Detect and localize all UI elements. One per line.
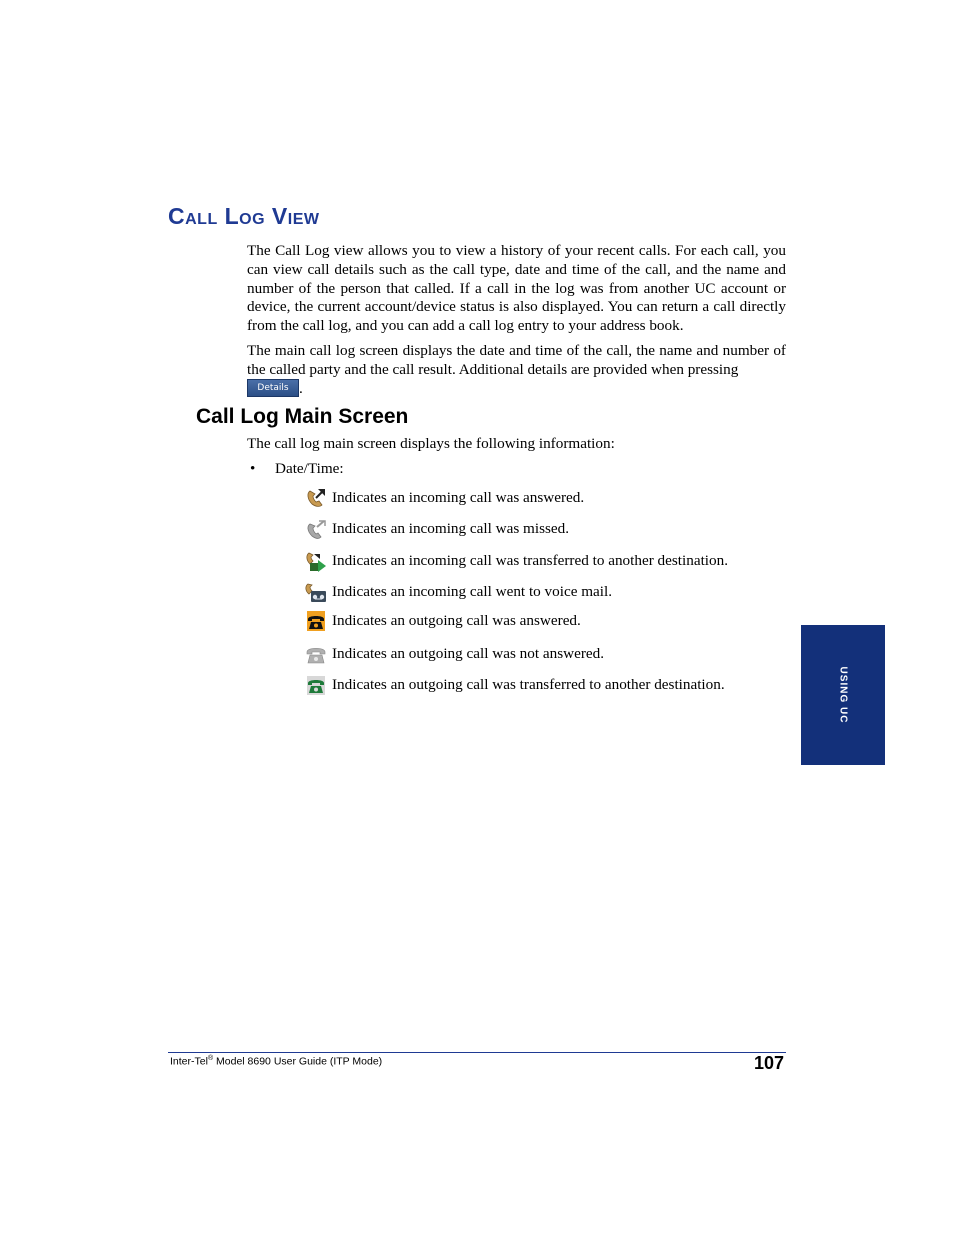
subsection-intro: The call log main screen displays the following information:	[247, 435, 615, 452]
registered-mark: ®	[207, 1055, 214, 1062]
bullet-dot: •	[250, 460, 256, 477]
outgoing-not-answered-icon	[304, 643, 328, 665]
legend-item	[304, 581, 612, 603]
footer-brand: Inter-Tel	[170, 1055, 208, 1068]
legend-text: Indicates an outgoing call was answered.	[332, 612, 581, 629]
main-screen-paragraph	[247, 342, 786, 398]
legend-text: Indicates an outgoing call was not answered.	[332, 645, 605, 662]
legend-text: Indicates an incoming call was answered.	[332, 489, 585, 506]
legend-text: Indicates an incoming call was missed.	[332, 520, 570, 537]
side-tab-label: USING UC	[837, 666, 849, 724]
legend-text: Indicates an incoming call went to voice mail.	[332, 583, 613, 600]
legend-item	[304, 550, 728, 572]
bullet-date-time	[250, 460, 344, 478]
bullet-label: Date/Time:	[275, 460, 344, 477]
footer-rule	[168, 1052, 786, 1053]
incoming-transferred-icon	[304, 550, 328, 572]
outgoing-transferred-icon	[304, 674, 328, 696]
incoming-answered-icon	[304, 487, 328, 509]
section-title: Call Log View	[168, 203, 320, 229]
incoming-missed-icon	[304, 518, 328, 540]
legend-item	[304, 674, 725, 696]
details-button[interactable]: Details	[247, 379, 299, 397]
footer-guide-title	[170, 1055, 382, 1068]
footer-guide: Model 8690 User Guide (ITP Mode)	[213, 1055, 383, 1068]
legend-item	[304, 643, 604, 665]
incoming-voicemail-icon	[304, 581, 328, 603]
legend-item	[304, 487, 584, 509]
page-number: 107	[753, 1053, 784, 1073]
paragraph-end: .	[299, 379, 303, 397]
legend-item	[304, 518, 569, 540]
legend-text: Indicates an outgoing call was transferred to another destination.	[332, 676, 725, 693]
subsection-title: Call Log Main Screen	[196, 405, 409, 428]
main-screen-paragraph-text: The main call log screen displays the date and time of the call, the name and number of the called party and the call result. Additional details are provided when pressing	[247, 342, 786, 378]
side-tab	[801, 625, 885, 765]
legend-item	[304, 610, 581, 632]
legend-text: Indicates an incoming call was transferred to another destination.	[332, 552, 729, 569]
outgoing-answered-icon	[304, 610, 328, 632]
intro-paragraph: The Call Log view allows you to view a history of your recent calls. For each call, you can view call details such as the call type, date and time of the call, and the name and number of the person that called. If a call in the log was from another UC account or device, the current account/device status is also displayed. You can return a call directly from the call log, and you can add a call log entry to your address book.	[247, 242, 786, 335]
